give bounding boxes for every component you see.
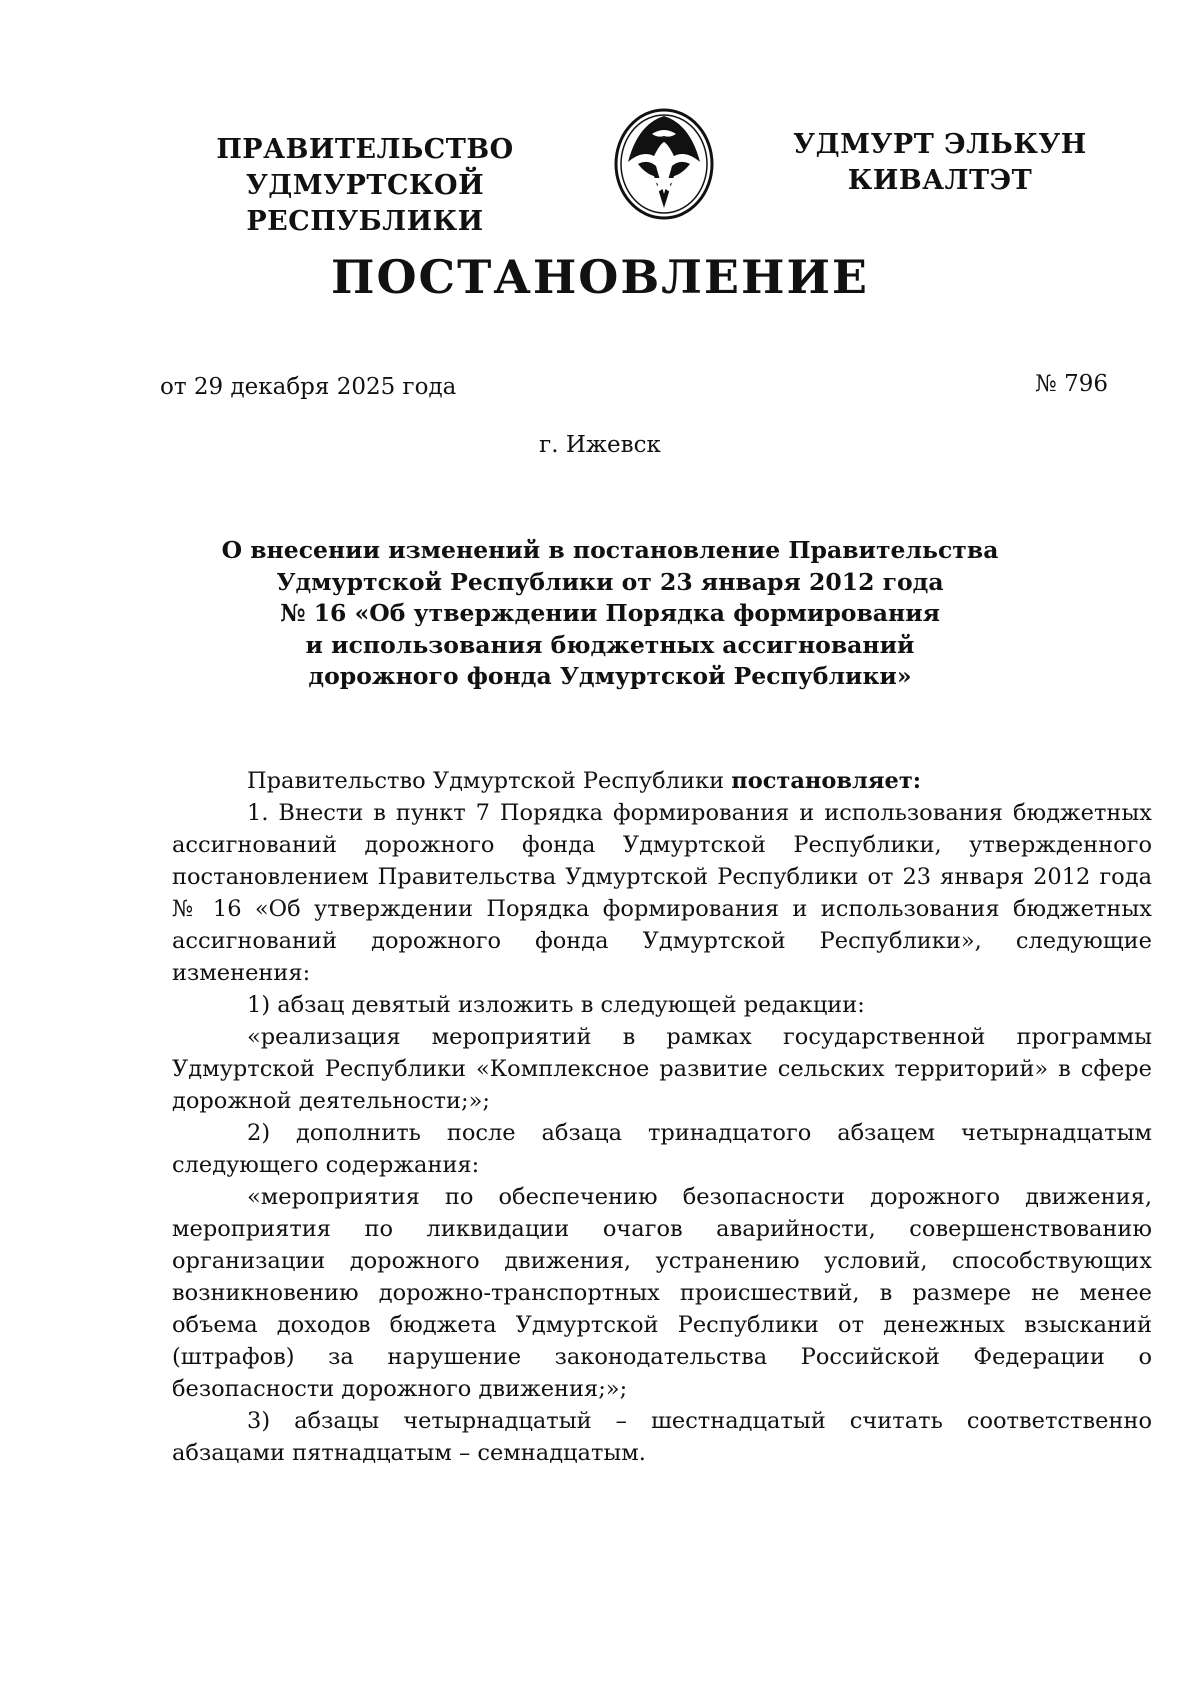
intro-paragraph bbox=[172, 765, 1152, 797]
title-line: дорожного фонда Удмуртской Республики» bbox=[308, 662, 912, 690]
intro-colon: : bbox=[912, 768, 922, 794]
document-place: г. Ижевск bbox=[539, 432, 661, 458]
org-line: УДМУРТСКОЙ РЕСПУБЛИКИ bbox=[245, 170, 485, 237]
document-type: ПОСТАНОВЛЕНИЕ bbox=[331, 250, 869, 304]
paragraph-6: 3) абзацы четырнадцатый – шестнадцатый считать соответственно абзацами пятнадцатым – семнадцатым. bbox=[172, 1408, 1152, 1466]
paragraph-3: «реализация мероприятий в рамках государственной программы Удмуртской Республики «Комплексное развитие сельских территорий» в сфере дорожной деятельности;»; bbox=[172, 1024, 1152, 1114]
government-name-udmurt bbox=[780, 127, 1100, 199]
government-name-russian bbox=[130, 132, 600, 240]
org-line: УДМУРТ ЭЛЬКУН bbox=[793, 129, 1087, 160]
title-line: № 16 «Об утверждении Порядка формирования bbox=[279, 599, 941, 627]
title-line: и использования бюджетных ассигнований bbox=[305, 630, 915, 659]
paragraph-2: 1) абзац девятый изложить в следующей редакции: bbox=[247, 992, 865, 1018]
title-line: О внесении изменений в постановление Правительства bbox=[221, 536, 999, 564]
org-line: КИВАЛТЭТ bbox=[847, 165, 1033, 196]
paragraph-1: 1. Внести в пункт 7 Порядка формирования и использования бюджетных ассигнований дорожного фонда Удмуртской Республики, утвержденного постановлением Правительства Удмуртской Республики от 23 января 2012 года № 16 «Об утверждении Порядка формирования и использования бюджетных ассигнований дорожного фонда Удмуртской Республики», следующие изменения: bbox=[172, 800, 1152, 986]
paragraph-4: 2) дополнить после абзаца тринадцатого абзацем четырнадцатым следующего содержания: bbox=[172, 1120, 1152, 1178]
document-body bbox=[172, 765, 1152, 1469]
document-title bbox=[220, 535, 1000, 693]
coat-of-arms-emblem-icon bbox=[608, 104, 720, 222]
paragraph-5: «мероприятия по обеспечению безопасности дорожного движения, мероприятия по ликвидации очагов аварийности, совершенствованию организации дорожного движения, устранению условий, способствующих возникновению дорожно-транспортных происшествий, в размере не менее объема доходов бюджета Удмуртской Республики от денежных взысканий (штрафов) за нарушение законодательства Российской Федерации о безопасности дорожного движения;»; bbox=[172, 1184, 1152, 1402]
intro-decree-word: постановляет bbox=[731, 768, 913, 794]
title-line: Удмуртской Республики от 23 января 2012 года bbox=[276, 567, 944, 596]
document-number: № 796 bbox=[1035, 371, 1108, 397]
intro-text: Правительство Удмуртской Республики bbox=[247, 768, 732, 794]
document-date: от 29 декабря 2025 года bbox=[160, 374, 457, 400]
org-line: ПРАВИТЕЛЬСТВО bbox=[216, 134, 514, 165]
